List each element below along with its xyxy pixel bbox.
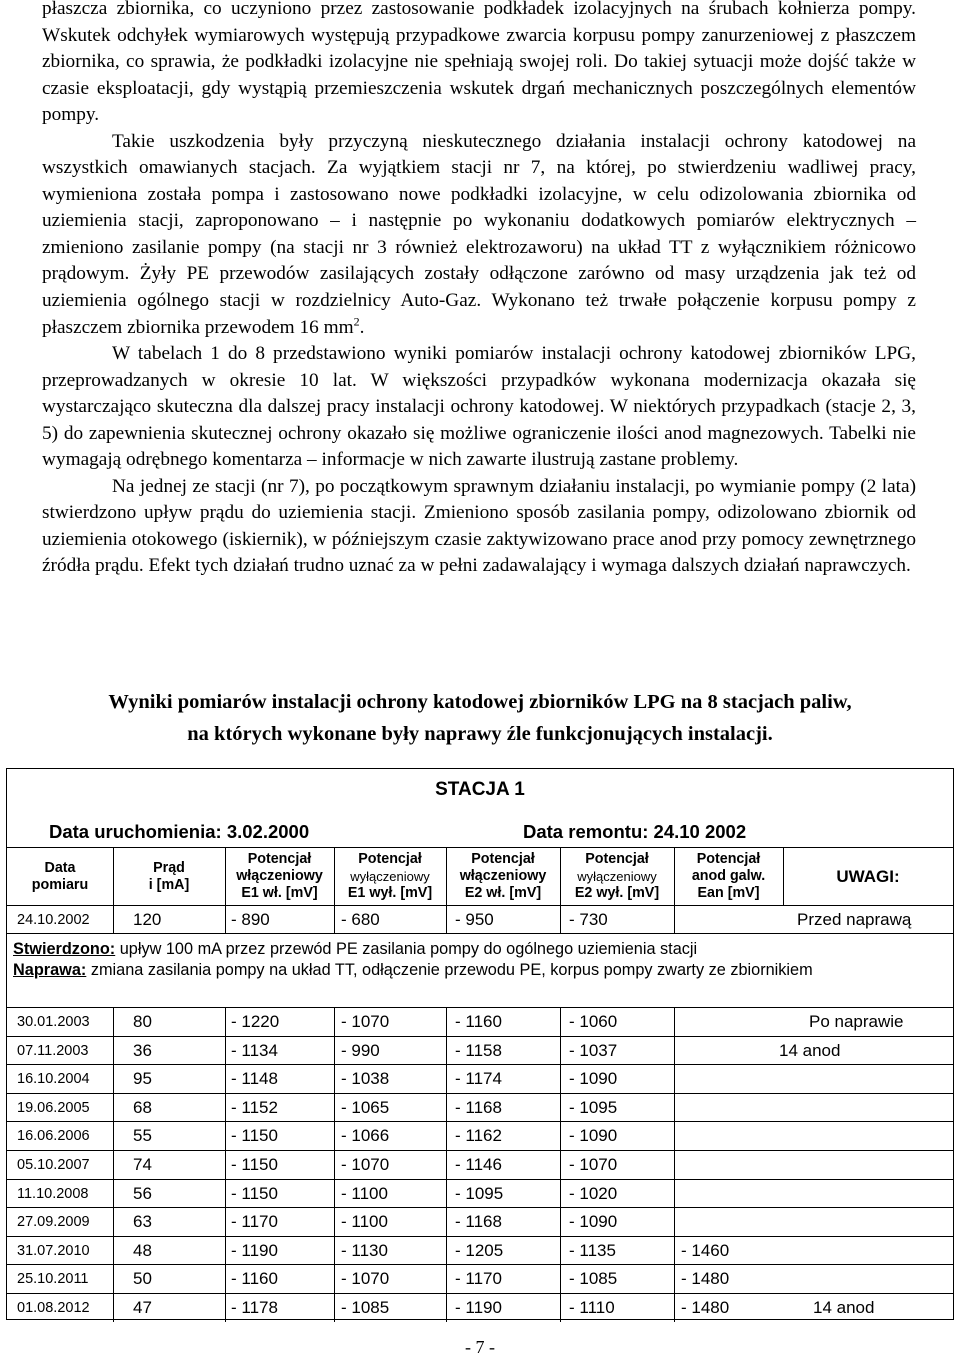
table-cell: - 1065 [341,1097,390,1117]
column-divider [446,1207,447,1236]
table-row [7,1208,953,1236]
paragraph [42,129,916,341]
column-header-line: i [mA] [148,876,190,893]
table-cell: Przed naprawą [797,910,912,929]
column-divider [560,1150,561,1179]
table-cell: - 680 [341,910,380,929]
table-cell: - 1085 [341,1298,390,1317]
column-divider [225,905,226,933]
column-divider [113,1150,114,1179]
table-row [7,906,953,934]
column-divider [674,1207,675,1236]
table-cell: 16.10.2004 [17,1071,90,1088]
table-cell: - 1135 [569,1240,616,1260]
column-divider [225,1264,226,1293]
table-cell: 47 [133,1298,152,1317]
table-heading-line-1: Wyniki pomiarów instalacji ochrony katodowej zbiorników LPG na 8 stacjach paliw, [108,691,852,713]
row-divider [7,933,953,934]
table-cell: 19.06.2005 [17,1099,90,1116]
table-cell: - 950 [455,910,494,929]
column-divider [113,1179,114,1208]
table-cell: Po naprawie [809,1012,904,1031]
column-divider [113,1207,114,1236]
page-number: - 7 - [465,1337,495,1357]
column-divider [113,1036,114,1065]
table-cell: 50 [133,1269,152,1289]
column-divider [674,1264,675,1293]
column-header [334,848,446,905]
table-cell: - 1158 [455,1040,502,1060]
column-header-line: włączeniowy [459,868,547,884]
column-header-line: anod galw. [691,868,766,884]
column-divider [446,1007,447,1036]
column-divider [113,1064,114,1093]
station-title: STACJA 1 [435,779,525,800]
column-header [560,848,674,905]
column-divider [446,1064,447,1093]
repair-date: Data remontu: 24.10 2002 [523,821,747,842]
column-header-line: wyłączeniowy [577,869,657,884]
paragraph-text: płaszcza zbiornika, co uczyniono przez zastosowanie podkładek izolacyjnych na śrubach kołnierza pompy. Wskutek odchyłek wymiarowych występują przypadkowe zwarcia korpusu pompy zanurzeniowej z płaszczem zbiornika, co sprawia, że podkładki izolacyjne nie spełniają swojej roli. Do takiej sytuacji może dojść także w czasie eksploatacji, gdy wystąpią przemieszczenia wskutek drgań mechanicznych poszczególnych elementów pompy. [42,0,916,126]
table-cell: - 1460 [681,1240,730,1260]
table-cell: 30.01.2003 [17,1014,90,1030]
column-divider [560,1293,561,1322]
column-header-line: wyłączeniowy [350,869,430,884]
column-divider [334,1264,335,1293]
column-divider [560,905,561,933]
table-cell: - 1178 [231,1298,278,1317]
column-divider [446,1264,447,1293]
column-divider [113,847,114,905]
paragraph [42,0,916,129]
column-header [113,848,225,905]
column-divider [560,1207,561,1236]
finding-note [13,939,913,959]
column-divider [225,1093,226,1122]
column-divider [334,1093,335,1122]
column-divider [560,847,561,905]
table-cell: 25.10.2011 [17,1271,89,1288]
column-header-line: E1 wł. [mV] [241,885,318,901]
column-divider [334,1036,335,1065]
table-cell: 01.08.2012 [17,1300,90,1316]
table-cell: - 1160 [231,1269,278,1289]
table-cell: - 1110 [569,1298,615,1317]
column-divider [446,905,447,933]
column-header-line: Potencjał [358,851,422,867]
column-divider [113,1007,114,1036]
column-divider [674,1150,675,1179]
column-divider [446,847,447,905]
column-divider [113,1121,114,1150]
column-divider [113,1236,114,1265]
column-header-line: E2 wył. [mV] [574,885,660,901]
table-cell: 31.07.2010 [17,1242,90,1259]
table-cell: - 1150 [231,1183,278,1203]
column-divider [225,1236,226,1265]
column-header-line: Prąd [153,859,185,876]
table-row [7,1180,953,1208]
table-cell: - 1020 [569,1183,618,1203]
table-cell: - 890 [231,910,270,929]
table-header-row [7,847,953,905]
table-row [7,1094,953,1122]
table-cell: 14 anod [813,1298,875,1317]
column-divider [674,847,675,905]
column-divider [113,905,114,933]
paragraph-text: W tabelach 1 do 8 przedstawiono wyniki pomiarów instalacji ochrony katodowej zbiorników LPG, przeprowadzanych w okresie 10 lat. W większości przypadków wykonana modernizacja okazała się wystarczająco skuteczna dla dalszej pracy instalacji ochrony katodowej. W niektórych przypadkach (stacje 2, 3, 5) do zapewnienia skutecznej ochrony okazało się możliwe ograniczenie ilości anod magnezowych. Tabelki nie wymagają odrębnego komentarza – informacje w nich zawarte ilustrują zastane problemy. [42,343,916,471]
finding-label: Stwierdzono: [13,940,116,958]
finding-text: upływ 100 mA przez przewód PE zasilania pompy do ogólnego uziemienia stacji [115,940,698,958]
column-divider [674,1121,675,1150]
table-cell: - 1148 [231,1069,278,1089]
table-cell: - 730 [569,910,608,929]
column-divider [225,1036,226,1065]
table-cell: - 1134 [231,1040,278,1060]
column-divider [446,1121,447,1150]
column-divider [334,1293,335,1322]
table-cell: - 1060 [569,1012,618,1031]
table-cell: - 1174 [455,1069,502,1089]
column-divider [560,1036,561,1065]
table-cell: - 1162 [455,1126,502,1146]
column-divider [446,1093,447,1122]
table-cell: - 1480 [681,1269,730,1289]
column-divider [674,1293,675,1322]
table-cell: - 1205 [455,1240,504,1260]
column-divider [225,1179,226,1208]
column-divider [446,1236,447,1265]
table-cell: - 1150 [231,1126,278,1146]
paragraph [42,341,916,474]
column-header-line: Potencjał [696,851,761,867]
column-header [783,848,953,905]
table-cell: - 1168 [455,1097,502,1117]
table-cell: - 1220 [231,1012,280,1031]
table-cell: - 1150 [231,1155,278,1174]
column-divider [674,1036,675,1065]
table-cell: 14 anod [779,1040,841,1060]
column-divider [446,1036,447,1065]
column-divider [334,1150,335,1179]
column-divider [446,1150,447,1179]
column-divider [674,1179,675,1208]
table-row [7,1237,953,1265]
table-cell: - 1146 [455,1155,502,1174]
table-row [7,1008,953,1036]
repair-text: zmiana zasilania pompy na układ TT, odłączenie przewodu PE, korpus pompy zwarty ze zbiornikiem [86,961,813,979]
table-cell: - 1152 [231,1097,278,1117]
column-header-line: pomiaru [31,876,89,893]
column-divider [674,905,675,933]
column-divider [334,1207,335,1236]
repair-label: Naprawa: [13,961,87,979]
table-cell: 07.11.2003 [17,1042,89,1059]
table-row [7,1151,953,1179]
column-divider [674,1236,675,1265]
column-header-line: Ean [mV] [697,885,760,901]
column-divider [674,1007,675,1036]
column-header-line: Potencjał [471,851,535,867]
table-cell: 24.10.2002 [17,912,90,928]
column-header-line: UWAGI: [836,867,900,886]
column-divider [334,1007,335,1036]
column-divider [446,1179,447,1208]
table-cell: - 1070 [341,1012,390,1031]
column-divider [334,905,335,933]
column-divider [560,1064,561,1093]
table-cell: - 1130 [341,1240,388,1260]
table-cell: - 1100 [341,1183,388,1203]
column-divider [674,1064,675,1093]
table-cell: 05.10.2007 [17,1157,90,1173]
column-divider [783,847,784,905]
table-cell: 48 [133,1240,152,1260]
table-cell: 80 [133,1012,152,1031]
table-cell: - 1095 [569,1097,618,1117]
table-cell: - 1090 [569,1212,618,1232]
column-divider [334,1121,335,1150]
table-cell: - 1070 [341,1155,390,1174]
superscript: 2 [353,314,360,329]
column-divider [225,1007,226,1036]
table-cell: - 990 [341,1040,380,1060]
column-header [7,848,113,905]
column-header-line: Data [44,859,76,876]
column-divider [225,1121,226,1150]
paragraph-text: Takie uszkodzenia były przyczyną nieskutecznego działania instalacji ochrony katodowej na wszystkich omawianych stacjach. Za wyjątkiem stacji nr 7, na której, po stwierdzeniu wadliwej pracy, wymieniona została pompa i zastosowano nowe podkładki izolacyjne, w celu odizolowania zbiornika od uziemienia stacji, zaproponowano – i następnie po wykonaniu dodatkowych pomiarów elektrycznych – zmieniono zasilanie pompy (na stacji nr 3 również elektrozaworu) na układ TT z wyłącznikiem różnicowo prądowym. Żyły PE przewodów zasilających zostały odłączone zarówno od masy urządzenia jak też od uziemienia ogólnego stacji w rozdzielnicy Auto-Gaz. Wykonano też trwałe połączenie korpusu pompy z płaszczem zbiornika przewodem 16 mm [42,130,916,338]
table-cell: 74 [133,1155,152,1174]
column-divider [113,1293,114,1322]
table-cell: - 1480 [681,1298,730,1317]
column-divider [225,1207,226,1236]
column-divider [334,1064,335,1093]
table-cell: 16.06.2006 [17,1128,90,1145]
table-cell: 95 [133,1069,152,1089]
column-divider [113,1093,114,1122]
paragraph-tail: . [359,316,365,338]
column-divider [560,1007,561,1036]
table-cell: 11.10.2008 [17,1185,89,1202]
column-divider [113,1264,114,1293]
table-cell: - 1085 [569,1269,618,1289]
column-header-line: E1 wył. [mV] [347,885,433,901]
column-header [674,848,783,905]
table-cell: - 1100 [341,1212,388,1232]
table-cell: 55 [133,1126,152,1146]
table-cell: - 1190 [231,1240,278,1260]
table-row [7,1294,953,1322]
table-cell: - 1170 [455,1269,502,1289]
table-row [7,1122,953,1150]
table-cell: - 1095 [455,1183,504,1203]
start-date: Data uruchomienia: 3.02.2000 [49,821,310,842]
column-header-line: Potencjał [585,851,649,867]
column-divider [225,1293,226,1322]
measurement-table [6,768,954,1320]
table-cell: 120 [133,910,162,929]
table-cell: 36 [133,1040,152,1060]
table-row [7,1037,953,1065]
column-divider [674,1093,675,1122]
column-divider [560,1179,561,1208]
table-cell: - 1160 [455,1012,502,1031]
table-cell: 63 [133,1212,152,1232]
column-divider [560,1121,561,1150]
column-divider [334,847,335,905]
column-divider [560,1264,561,1293]
table-cell: - 1170 [231,1212,278,1232]
table-cell: - 1190 [455,1298,502,1317]
column-divider [225,1150,226,1179]
column-header [225,848,334,905]
column-header-line: E2 wł. [mV] [464,885,542,901]
repair-note [13,960,913,980]
table-cell: 27.09.2009 [17,1214,90,1231]
column-header-line: Potencjał [247,851,312,867]
table-heading-line-2: na których wykonane były naprawy źle funkcjonujących instalacji. [187,723,773,745]
column-header-line: włączeniowy [236,868,323,884]
column-divider [446,1293,447,1322]
table-cell: - 1070 [569,1155,618,1174]
column-divider [560,1093,561,1122]
table-cell: 56 [133,1183,152,1203]
table-heading [40,686,920,750]
table-cell: 68 [133,1097,152,1117]
column-divider [334,1236,335,1265]
table-row [7,1265,953,1293]
table-cell: - 1070 [341,1269,390,1289]
paragraph [42,474,916,580]
paragraph-text: Na jednej ze stacji (nr 7), po początkowym sprawnym działaniu instalacji, po wymianie pompy (2 lata) stwierdzono upływ prądu do uziemienia stacji. Zmieniono sposób zasilania pompy, odizolowano zbiornik od uziemienia otokowego (iskiernik), w późniejszym czasie zaktywizowano prace anod przy pomocy zewnętrznego źródła prądu. Efekt tych działań trudno uznać za w pełni zadawalający i wymaga dalszych działań naprawczych. [42,475,916,577]
table-cell: - 1090 [569,1126,618,1146]
column-divider [225,1064,226,1093]
column-divider [560,1236,561,1265]
table-row [7,1065,953,1093]
table-cell: - 1090 [569,1069,618,1089]
table-cell: - 1066 [341,1126,390,1146]
table-cell: - 1168 [455,1212,502,1232]
column-header [446,848,560,905]
table-cell: - 1038 [341,1069,390,1089]
body-text [42,0,916,580]
table-cell: - 1037 [569,1040,618,1060]
column-divider [225,847,226,905]
date-row [7,819,953,847]
column-divider [334,1179,335,1208]
